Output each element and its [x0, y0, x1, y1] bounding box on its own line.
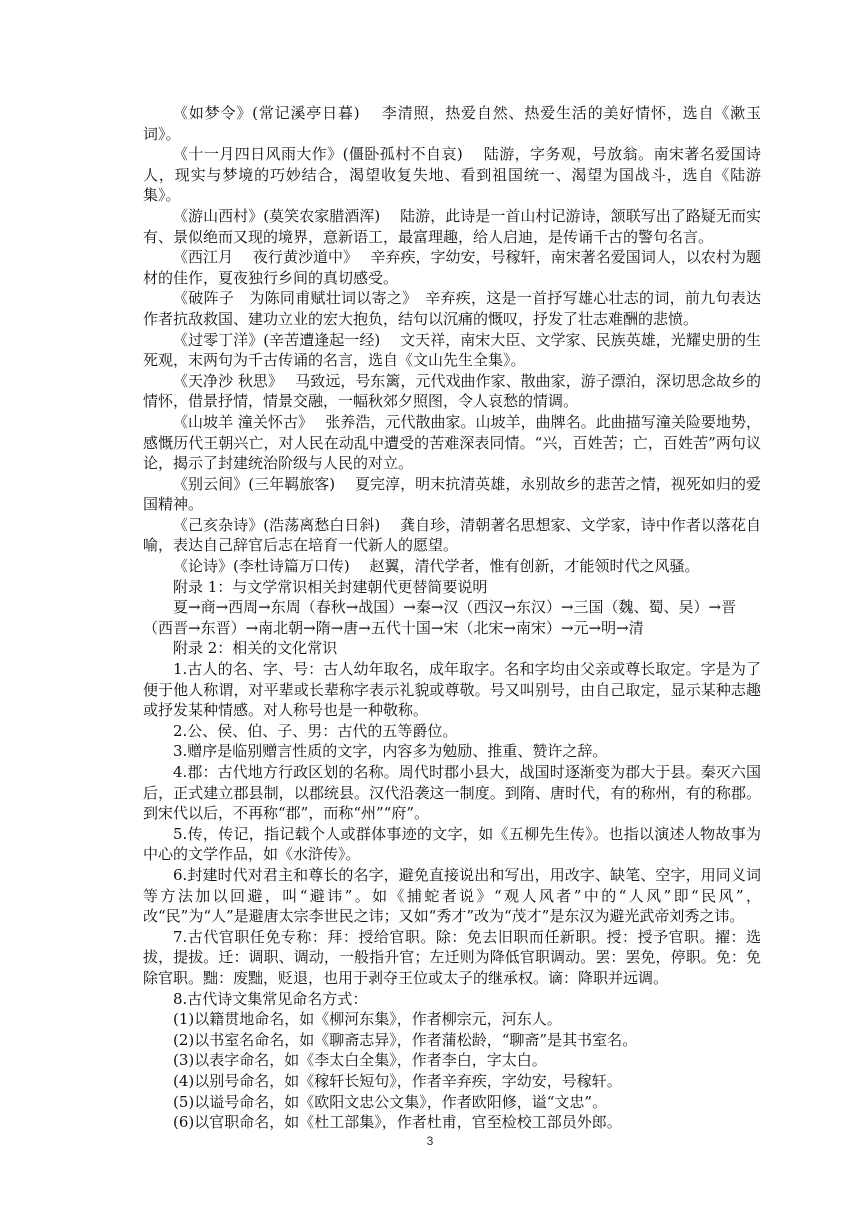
culture-item: 7.古代官职任免专称：拜：授给官职。除：免去旧职而任新职。授：授予官职。擢：选拔，提拔。迁：调职、调动，一般指升官；左迁则为降低官职调动。罢：罢免，停职。免：免除官职。黜：废黜，贬退，也用于剥夺王位或太子的继承权。谪：降职并远调。	[143, 927, 761, 987]
work-entry: 《山坡羊 潼关怀古》 张养浩，元代散曲家。山坡羊，曲牌名。此曲描写潼关险要地势，感慨历代王朝兴亡，对人民在动乱中遭受的苦难深表同情。“兴，百姓苦；亡，百姓苦”两句议论，揭示了封建统治阶级与人民的对立。	[143, 412, 761, 473]
work-entry: 《如梦令》(常记溪亭日暮) 李清照，热爱自然、热爱生活的美好情怀，选自《漱玉词》。	[143, 104, 761, 143]
naming-item: (6)以官职命名，如《杜工部集》，作者杜甫，官至检校工部员外郎。	[173, 1113, 622, 1132]
appendix-1-title: 附录 1：与文学常识相关封建朝代更替简要说明	[173, 577, 488, 596]
culture-item: 5.传，传记，指记载个人或群体事迹的文字，如《五柳先生传》。也指以演述人物故事为中心的文学作品，如《水浒传》。	[143, 824, 761, 864]
culture-item: 2.公、侯、伯、子、男：古代的五等爵位。	[173, 721, 458, 740]
work-entry: 《十一月四日风雨大作》(僵卧孤村不自哀) 陆游，字务观，号放翁。南宋著名爱国诗人，现实与梦境的巧妙结合，渴望收复失地、看到祖国统一、渴望为国战斗，选自《陆游集》。	[143, 145, 761, 205]
naming-item: (2)以书室名命名，如《聊斋志异》，作者蒲松龄，“聊斋”是其书室名。	[173, 1030, 638, 1049]
culture-item: 8.古代诗文集常见命名方式：	[173, 989, 368, 1008]
naming-item: (5)以谥号命名，如《欧阳文忠公文集》，作者欧阳修，谥“文忠”。	[173, 1092, 608, 1111]
page-content	[143, 103, 761, 1133]
work-entry: 《破阵子 为陈同甫赋壮词以寄之》 辛弃疾，这是一首抒写雄心壮志的词，前九句表达作者抗敌救国、建功立业的宏大抱负，结句以沉痛的慨叹，抒发了壮志难酬的悲愤。	[143, 289, 761, 328]
dynasty-flow: 夏→商→西周→东周（春秋→战国）→秦→汉（西汉→东汉）→三国（魏、蜀、吴）→晋（西晋→东晋）→南北朝→隋→唐→五代十国→宋（北宋→南宋）→元→明→清	[143, 598, 737, 637]
culture-item: 4.郡：古代地方行政区划的名称。周代时郡小县大，战国时逐渐变为郡大于县。秦灭六国后，正式建立郡县制，以郡统县。汉代沿袭这一制度。到隋、唐时代，有的称州，有的称郡。到宋代以后，不再称“郡”，而称“州”“府”。	[143, 763, 761, 823]
work-entry: 《西江月 夜行黄沙道中》 辛弃疾，字幼安，号稼轩，南宋著名爱国词人，以农村为题材的佳作，夏夜独行乡间的真切感受。	[143, 248, 761, 287]
naming-item: (1)以籍贯地命名，如《柳河东集》，作者柳宗元，河东人。	[173, 1010, 562, 1029]
work-entry: 《论诗》(李杜诗篇万口传) 赵翼，清代学者，惟有创新，才能领时代之风骚。	[173, 557, 700, 576]
culture-item: 1.古人的名、字、号：古人幼年取名，成年取字。名和字均由父亲或尊长取定。字是为了便于他人称谓，对平辈或长辈称字表示礼貌或尊敬。号又叫别号，由自己取定，显示某种志趣或抒发某种情感。对人称号也是一种敬称。	[143, 660, 761, 720]
appendix-2-title: 附录 2：相关的文化常识	[173, 639, 338, 658]
culture-item: 3.赠序是临别赠言性质的文字，内容多为勉励、推重、赞许之辞。	[173, 742, 608, 761]
work-entry: 《己亥杂诗》(浩荡离愁白日斜) 龚自珍，清朝著名思想家、文学家，诗中作者以落花自喻，表达自己辞官后志在培育一代新人的愿望。	[143, 515, 761, 555]
work-entry: 《过零丁洋》(辛苦遭逢起一经) 文天祥，南宋大臣、文学家、民族英雄，光耀史册的生死观，末两句为千古传诵的名言，选自《文山先生全集》。	[143, 330, 761, 370]
culture-item: 6.封建时代对君主和尊长的名字，避免直接说出和写出，用改字、缺笔、空字，用同义词等方法加以回避，叫“避讳”。如《捕蛇者说》“观人风者”中的“人风”即“民风”，改“民”为“人”是避唐太宗李世民之讳；又如“秀才”改为“茂才”是东汉为避光武帝刘秀之讳。	[143, 865, 761, 926]
work-entry: 《天净沙 秋思》 马致远，号东篱，元代戏曲作家、散曲家，游子漂泊，深切思念故乡的情怀，借景抒情，情景交融，一幅秋郊夕照图，令人哀愁的情调。	[143, 371, 761, 411]
naming-item: (4)以别号命名，如《稼轩长短句》，作者辛弃疾，字幼安，号稼轩。	[173, 1071, 622, 1090]
page-number: 3	[426, 1134, 434, 1148]
work-entry: 《游山西村》(莫笑农家腊酒浑) 陆游，此诗是一首山村记游诗，颔联写出了路疑无而实有、景似绝而又现的境界，意新语工，最富理趣，给人启迪，是传诵千古的警句名言。	[143, 206, 761, 246]
work-entry: 《别云间》(三年羁旅客) 夏完淳，明末抗清英雄，永别故乡的悲苦之情，视死如归的爱国精神。	[143, 474, 761, 514]
naming-item: (3)以表字命名，如《李太白全集》，作者李白，字太白。	[173, 1051, 547, 1070]
